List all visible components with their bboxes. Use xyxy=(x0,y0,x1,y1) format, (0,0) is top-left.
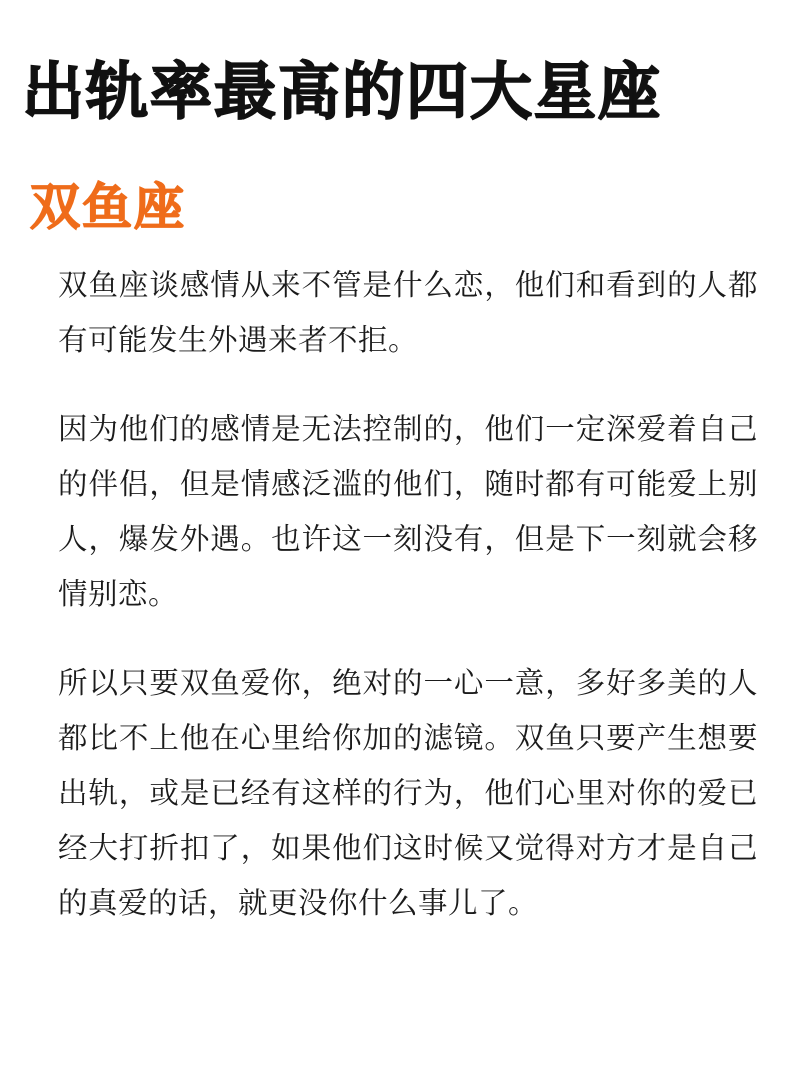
article-body xyxy=(58,258,758,931)
paragraph: 双鱼座谈感情从来不管是什么恋，他们和看到的人都有可能发生外遇来者不拒。 xyxy=(58,269,758,357)
page-title: 出轨率最高的四大星座 xyxy=(22,57,663,127)
section-heading-pisces: 双鱼座 xyxy=(30,178,186,235)
paragraph: 所以只要双鱼爱你，绝对的一心一意，多好多美的人都比不上他在心里给你加的滤镜。双鱼只要产生想要出轨，或是已经有这样的行为，他们心里对你的爱已经大打折扣了，如果他们这时候又觉得对方才是自己的真爱的话，就更没你什么事儿了。 xyxy=(58,667,758,920)
paragraph: 因为他们的感情是无法控制的，他们一定深爱着自己的伴侣，但是情感泛滥的他们，随时都有可能爱上别人，爆发外遇。也许这一刻没有，但是下一刻就会移情别恋。 xyxy=(58,413,758,611)
